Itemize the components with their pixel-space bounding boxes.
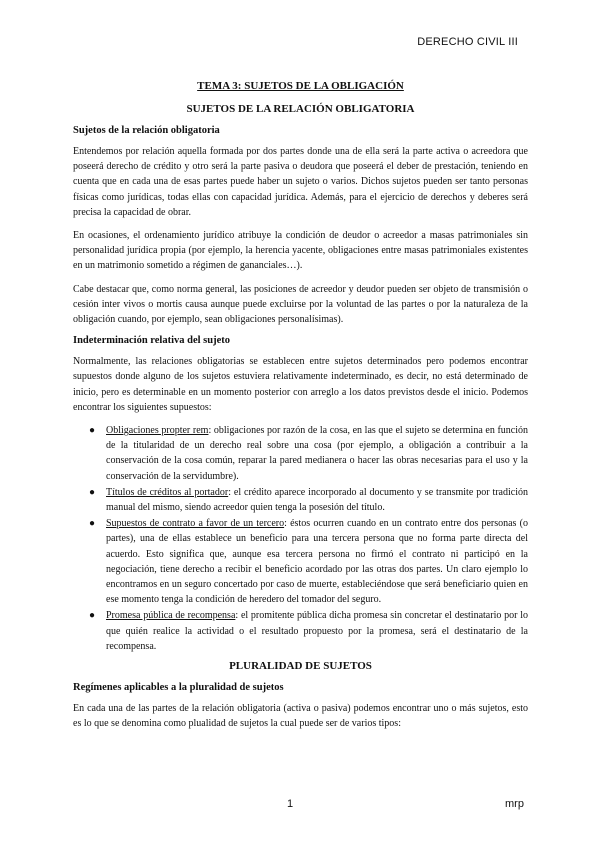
item-term: Títulos de créditos al portador bbox=[106, 486, 229, 498]
section1-heading: Sujetos de la relación obligatoria bbox=[73, 125, 220, 136]
list-item bbox=[73, 423, 528, 484]
paragraph: Cabe destacar que, como norma general, las posiciones de acreedor y deudor pueden ser objeto de transmisión o cesión inter vivos o mortis causa aunque puede excluirse por la voluntad de las partes o por la naturaleza de la obligación cuando, por ejemplo, sean obligaciones personalísimas). bbox=[73, 283, 528, 326]
bullet-icon: ● bbox=[89, 425, 96, 437]
paragraph: Entendemos por relación aquella formada por dos partes donde una de ella será la parte activa o acreedora que poseerá derecho de crédito y otro será la parte pasiva o deudora que poseerá el deber de prestación, teniendo en cuenta que en cada una de esas partes puede haber un sujeto o varios. Dichos sujetos pueden ser tanto personas físicas como jurídicas, todas ellas con capacidad jurídica. Además, para el ejercicio de derechos y deberes será precisa la capacidad de obrar. bbox=[73, 146, 528, 218]
course-header: DERECHO CIVIL III bbox=[417, 36, 518, 48]
item-term: Obligaciones propter rem bbox=[106, 425, 209, 437]
document-body bbox=[73, 80, 528, 740]
supuestos-list bbox=[73, 423, 528, 654]
bullet-icon: ● bbox=[89, 610, 96, 622]
plurality-title: PLURALIDAD DE SUJETOS bbox=[229, 660, 372, 673]
section-title: SUJETOS DE LA RELACIÓN OBLIGATORIA bbox=[186, 103, 415, 115]
item-text: : obligaciones por razón de la cosa, en las que el sujeto se determina en función de la titularidad de un derecho real sobre una cosa (por ejemplo, a obligación a contribuir a la conservación de la cosa común, reparar la pared medianera o hacer las obras necesarias para el uso y la conservación de la servidumbre). bbox=[106, 425, 529, 482]
list-item bbox=[73, 608, 528, 654]
section3-heading: Regímenes aplicables a la pluralidad de sujetos bbox=[73, 682, 284, 694]
bullet-icon: ● bbox=[89, 518, 96, 530]
paragraph: En ocasiones, el ordenamiento jurídico atribuye la condición de deudor o acreedor a masas patrimoniales sin personalidad jurídica propia (por ejemplo, la herencia yacente, obligaciones entre masas patrimoniales existentes en un matrimonio sometido a régimen de gananciales…). bbox=[73, 230, 528, 272]
item-term: Promesa pública de recompensa bbox=[106, 610, 236, 622]
page-number: 1 bbox=[287, 798, 294, 810]
item-text: : el crédito aparece incorporado al documento y se transmite por tradición manual del mismo, siendo acreedor quien tenga la posesión del título. bbox=[106, 486, 528, 514]
author-initials: mrp bbox=[505, 798, 524, 810]
topic-title: TEMA 3: SUJETOS DE LA OBLIGACIÓN bbox=[197, 80, 404, 92]
section2-heading: Indeterminación relativa del sujeto bbox=[73, 335, 230, 347]
list-item bbox=[73, 516, 528, 607]
paragraph: Normalmente, las relaciones obligatorias se establecen entre sujetos determinados pero podemos encontrar supuestos donde alguno de los sujetos estuviera relativamente indeterminado, es decir, no está determinado de inicio, pero es determinable en un momento posterior con arreglo a los datos previstos desde el inicio. Podemos encontrar los siguientes supuestos: bbox=[73, 356, 528, 413]
item-text: : el promitente pública dicha promesa sin concretar el destinatario por lo que quién realice la actividad o el resultado propuesto por la promesa, será el destinatario de la recompensa. bbox=[106, 610, 528, 652]
list-item bbox=[73, 485, 528, 515]
bullet-icon: ● bbox=[89, 486, 96, 498]
paragraph: En cada una de las partes de la relación obligatoria (activa o pasiva) podemos encontrar uno o más sujetos, esto es lo que se denomina como plualidad de sujetos la cual puede ser de varios tipos: bbox=[73, 703, 528, 730]
item-text: : éstos ocurren cuando en un contrato entre dos personas (o partes), una de ellas establece un beneficio para una tercera persona que no forma parte directa del acuerdo. Esto significa que, aunque esa tercera persona no firmó el contrato ni participó en la negociación, tiene derecho a recibir el beneficio acordado por las otras dos partes. Un claro ejemplo lo encontramos en un seguro concertado por caso de muerte, estableciéndose que será beneficiario quien en ese momento tenga la condición de heredero del tomador del seguro. bbox=[106, 518, 528, 606]
item-term: Supuestos de contrato a favor de un tercero bbox=[106, 518, 285, 530]
